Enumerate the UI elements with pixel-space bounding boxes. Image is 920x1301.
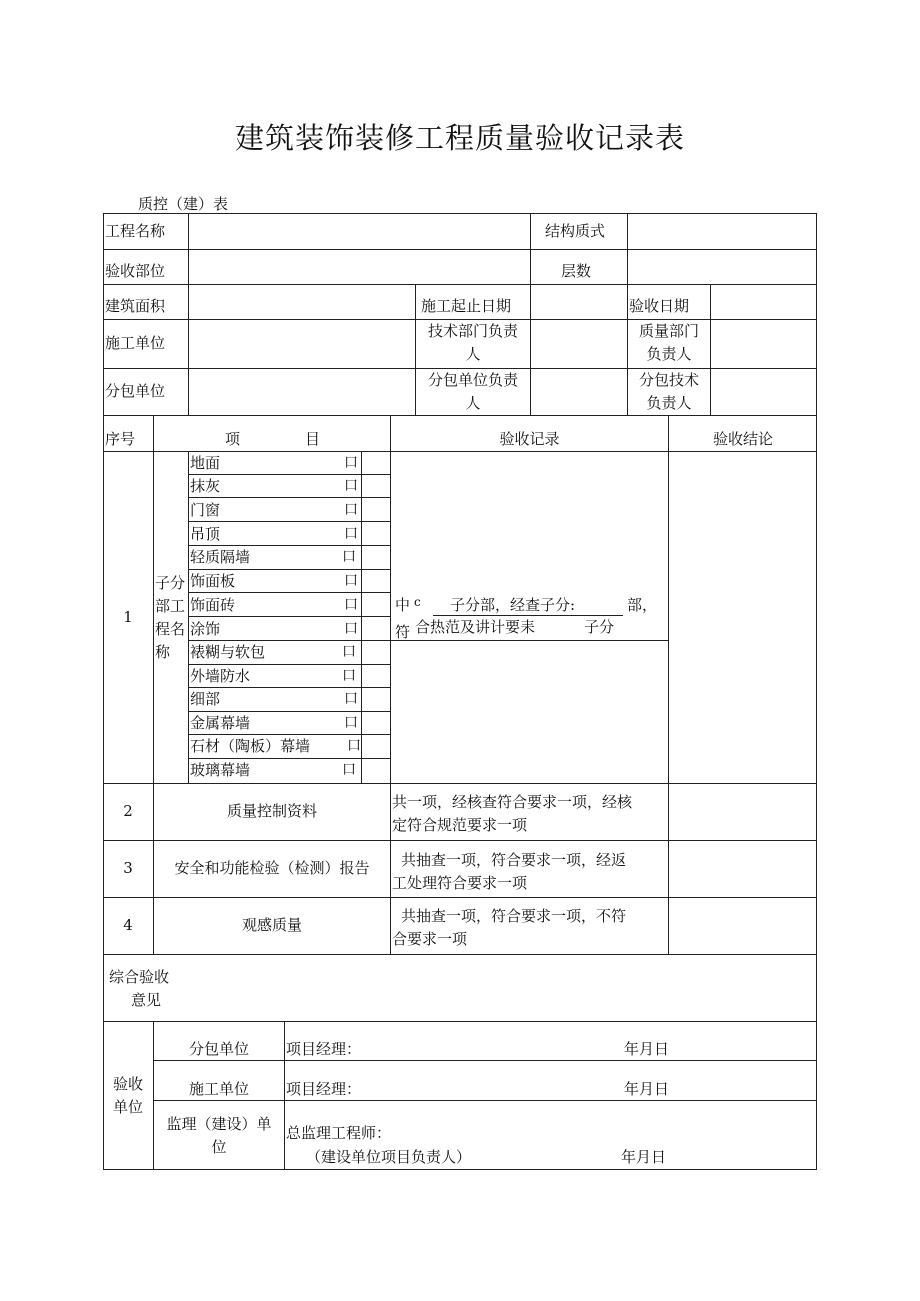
section1-group-label: 子分 部工 程名 称	[155, 574, 186, 661]
signoff-group-label: 验收 单位	[112, 1075, 143, 1116]
page-title: 建筑装饰装修工程质量验收记录表	[234, 121, 685, 155]
subitem-name: 轻质隔墙	[190, 548, 251, 566]
section4-no: 4	[123, 916, 133, 934]
section3-record: 共抽查一项，符合要求一项，经返 工处理符合要求一项	[392, 851, 627, 892]
signoff-date: 年月日	[624, 1080, 670, 1098]
subitem-name: 门窗	[190, 501, 221, 519]
subitem-name: 地面	[190, 454, 221, 472]
supervisor-date: 年月日	[621, 1148, 667, 1166]
section2-record: 共一项，经核查符合要求一项，经核 定符合规范要求一项	[392, 793, 633, 834]
section1-record-c: 部，	[627, 596, 658, 614]
section1-record-d: 符	[395, 623, 411, 641]
col-item-header-2: 目	[305, 430, 321, 448]
signoff-role: 项目经理：	[286, 1080, 362, 1098]
subitem-checkbox[interactable]: 口	[342, 668, 356, 684]
subitem-checkbox[interactable]: 口	[342, 549, 356, 565]
subitem-name: 涂饰	[190, 620, 221, 638]
col-no-header: 序号	[105, 430, 136, 448]
subitem-name: 外墙防水	[190, 667, 251, 685]
section2-item: 质量控制资料	[226, 802, 317, 820]
section1-record-f: 子分	[584, 618, 615, 636]
subitem-name: 金属幕墙	[190, 714, 251, 732]
subitem-checkbox[interactable]: 口	[344, 715, 358, 731]
section1-no: 1	[123, 608, 133, 626]
structure-label: 结构质式	[545, 222, 606, 240]
form-code: 质控（建）表	[138, 195, 229, 213]
section1-record-b: 子分部，经查子分:	[450, 596, 576, 614]
supervisor-role: 总监理工程师：	[286, 1124, 392, 1142]
contractor-label: 施工单位	[105, 334, 166, 352]
acceptance-date-label: 验收日期	[629, 297, 690, 315]
col-item-header-1: 项	[225, 430, 241, 448]
building-area-label: 建筑面积	[105, 297, 166, 315]
subitem-checkbox[interactable]: 口	[342, 762, 356, 778]
subitem-name: 饰面砖	[190, 596, 236, 614]
acceptance-form	[103, 213, 817, 1170]
project-name-label: 工程名称	[105, 222, 166, 240]
subitem-name: 饰面板	[190, 572, 236, 590]
subitem-checkbox[interactable]: 口	[344, 478, 358, 494]
signoff-unit: 分包单位	[188, 1040, 249, 1058]
subitem-checkbox[interactable]: 口	[342, 644, 356, 660]
subitem-name: 抹灰	[190, 477, 221, 495]
section3-item: 安全和功能检验（检测）报告	[174, 859, 370, 877]
sub-tech-label: 分包技术 负责人	[638, 371, 699, 412]
sub-head-label: 分包单位负责 人	[427, 371, 518, 412]
subitem-name: 玻璃幕墙	[190, 761, 251, 779]
subitem-checkbox[interactable]: 口	[344, 526, 358, 542]
tech-head-label: 技术部门负责 人	[427, 322, 518, 363]
signoff-date: 年月日	[624, 1040, 670, 1058]
supervisor-note: （建设单位项目负责人）	[306, 1148, 472, 1166]
section1-record-a-sub: c	[414, 595, 421, 609]
subitem-checkbox[interactable]: 口	[344, 597, 358, 613]
subitem-name: 裱糊与软包	[190, 643, 266, 661]
section2-no: 2	[123, 802, 133, 820]
floors-label: 层数	[561, 262, 592, 280]
signoff-role: 项目经理：	[286, 1040, 362, 1058]
subitem-checkbox[interactable]: 口	[344, 455, 358, 471]
subitem-checkbox[interactable]: 口	[344, 573, 358, 589]
col-record-header: 验收记录	[499, 430, 560, 448]
subcontractor-label: 分包单位	[105, 382, 166, 400]
subitem-checkbox[interactable]: 口	[344, 621, 358, 637]
construction-period-label: 施工起止日期	[421, 297, 512, 315]
col-conclusion-header: 验收结论	[712, 430, 773, 448]
supervisor-unit: 监理（建设）单 位	[166, 1115, 272, 1156]
subitem-name: 细部	[190, 690, 221, 708]
subitem-checkbox[interactable]: 口	[347, 738, 361, 754]
subitem-name: 吊顶	[190, 525, 221, 543]
subitem-name: 石材（陶板）幕墙	[190, 737, 311, 755]
section4-item: 观感质量	[241, 916, 302, 934]
subitem-checkbox[interactable]: 口	[344, 502, 358, 518]
acceptance-part-label: 验收部位	[105, 262, 166, 280]
signoff-unit: 施工单位	[188, 1080, 249, 1098]
section4-record: 共抽查一项，符合要求一项，不符 合要求一项	[392, 907, 627, 948]
quality-head-label: 质量部门 负责人	[638, 322, 699, 363]
section3-no: 3	[123, 859, 133, 877]
section1-record-a: 中	[395, 596, 411, 614]
summary-label: 综合验收 意见	[109, 968, 170, 1009]
section1-record-e: 合热范及讲计要耒	[415, 618, 536, 636]
subitem-checkbox[interactable]: 口	[344, 691, 358, 707]
